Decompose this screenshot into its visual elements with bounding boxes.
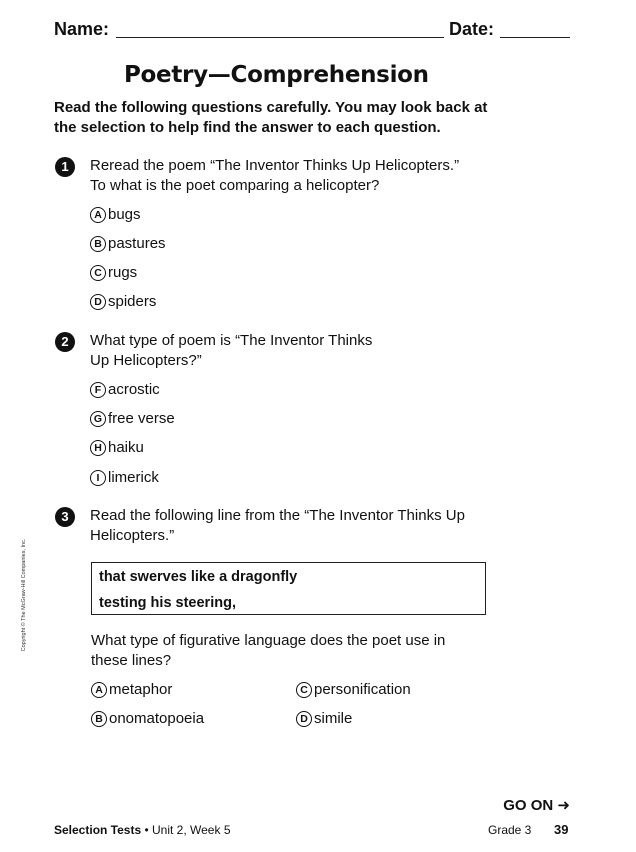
question-2-line-2: Up Helicopters?” [90,352,202,369]
footer-grade: Grade 3 [488,823,532,837]
name-field[interactable] [116,37,444,38]
q1-option-c[interactable] [90,263,137,283]
answer-bubble[interactable]: C [296,682,312,698]
date-label: Date: [449,19,495,39]
question-3-line-2: Helicopters.” [90,527,175,544]
option-text: free verse [108,410,175,427]
page-number: 39 [554,822,569,837]
date-field[interactable] [500,37,570,38]
option-text: metaphor [109,681,173,698]
option-text: onomatopoeia [109,710,205,727]
question-1-line-2: To what is the poet comparing a helicopter? [90,177,380,194]
name-date-header [54,18,570,40]
option-text: rugs [108,264,138,281]
answer-bubble[interactable]: I [90,470,106,486]
poem-excerpt-line-2: testing his steering, [99,595,236,611]
go-on-indicator: GO ON ➜ [503,797,570,814]
q3-option-b[interactable] [91,709,204,729]
poem-excerpt-line-1: that swerves like a dragonfly [99,569,298,585]
answer-bubble[interactable]: D [90,294,106,310]
question-3-followup [91,631,445,671]
question-3-line-1: Read the following line from the “The Inventor Thinks Up [90,507,465,524]
q3-option-d[interactable] [296,709,352,729]
q1-option-a[interactable] [90,205,141,225]
question-1-text [90,156,459,196]
answer-bubble[interactable]: D [296,711,312,727]
q3-option-a[interactable] [91,680,172,700]
q2-option-f[interactable] [90,380,160,400]
q1-option-d[interactable] [90,292,156,312]
answer-bubble[interactable]: A [91,682,107,698]
question-3-followup-line-2: these lines? [91,652,172,669]
footer-unit: • Unit 2, Week 5 [141,823,231,837]
name-label: Name: [54,19,110,39]
option-text: simile [314,710,353,727]
option-text: haiku [108,439,144,456]
copyright-notice: Copyright © The McGraw-Hill Companies, Inc. [21,538,27,652]
q1-option-b[interactable] [90,234,166,254]
question-1-line-1: Reread the poem “The Inventor Thinks Up Helicopters.” [90,157,460,174]
question-2-number: 2 [55,332,75,352]
footer-series [54,821,231,839]
answer-bubble[interactable]: H [90,440,106,456]
poem-excerpt-box [91,562,486,615]
q2-option-g[interactable] [90,409,175,429]
question-3-number: 3 [55,507,75,527]
option-text: limerick [108,469,159,486]
answer-bubble[interactable]: A [90,207,106,223]
footer-series-title: Selection Tests [54,823,142,837]
instructions: Read the following questions carefully. You may look back at the selection to help find the answer to each question. [54,99,488,136]
option-text: personification [314,681,411,698]
question-2-line-1: What type of poem is “The Inventor Thinks [90,332,373,349]
answer-bubble[interactable]: F [90,382,106,398]
option-text: spiders [108,293,157,310]
question-3-followup-line-1: What type of figurative language does the poet use in [91,632,446,649]
option-text: bugs [108,206,141,223]
page-title: Poetry—Comprehension [124,62,429,88]
answer-bubble[interactable]: B [91,711,107,727]
q2-option-i[interactable] [90,468,159,488]
q3-option-c[interactable] [296,680,411,700]
option-text: pastures [108,235,166,252]
question-1-number: 1 [55,157,75,177]
answer-bubble[interactable]: C [90,265,106,281]
answer-bubble[interactable]: B [90,236,106,252]
option-text: acrostic [108,381,160,398]
question-2-text [90,331,372,371]
q2-option-h[interactable] [90,438,144,458]
question-3-text [90,506,465,546]
answer-bubble[interactable]: G [90,411,106,427]
